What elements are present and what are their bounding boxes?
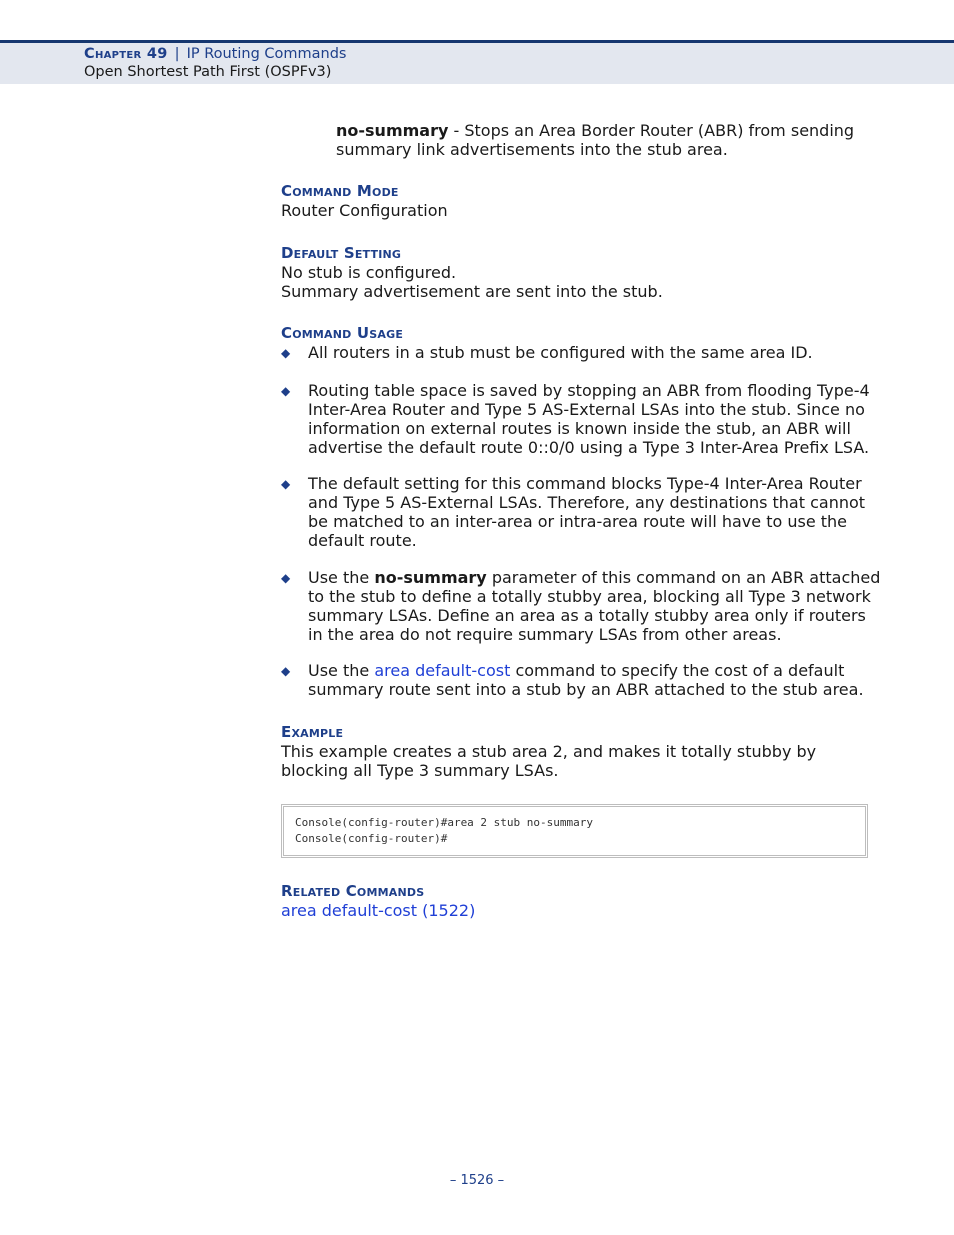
default-setting-line1: No stub is configured. bbox=[281, 263, 457, 282]
usage-bullet bbox=[281, 568, 881, 644]
diamond-bullet-icon: ◆ bbox=[281, 571, 291, 585]
related-commands-heading: Related Commands bbox=[281, 882, 425, 900]
section-subtitle: Open Shortest Path First (OSPFv3) bbox=[84, 64, 332, 80]
page-number: – 1526 – bbox=[449, 1173, 505, 1188]
intro-paragraph bbox=[336, 121, 866, 159]
usage-bullet bbox=[281, 474, 881, 550]
usage-bullet-text: All routers in a stub must be configured with the same area ID. bbox=[308, 343, 813, 362]
example-heading: Example bbox=[281, 723, 344, 741]
diamond-bullet-icon: ◆ bbox=[281, 664, 291, 678]
usage-bullet-text: The default setting for this command blocks Type-4 Inter-Area Router and Type 5 AS-External LSAs. Therefore, any destinations that cannot be matched to an inter-area or intra-area route will have to use the default route. bbox=[308, 474, 866, 550]
command-mode-heading: Command Mode bbox=[281, 182, 399, 200]
no-summary-term: no-summary bbox=[374, 568, 487, 587]
intro-term: no-summary bbox=[336, 121, 449, 140]
code-line: Console(config-router)# bbox=[295, 832, 448, 845]
chapter-line bbox=[84, 46, 346, 62]
default-setting-text bbox=[281, 263, 881, 301]
command-mode-text: Router Configuration bbox=[281, 201, 448, 220]
area-default-cost-link[interactable]: area default-cost bbox=[374, 661, 511, 680]
example-text: This example creates a stub area 2, and makes it totally stubby by blocking all Type 3 summary LSAs. bbox=[281, 742, 817, 780]
diamond-bullet-icon: ◆ bbox=[281, 477, 291, 491]
usage-bullet-text: Routing table space is saved by stopping an ABR from flooding Type-4 Inter-Area Router and Type 5 AS-External LSAs into the stub. Since no information on external routes is known inside the stub, an ABR will advertise the default route 0::0/0 using a Type 3 Inter-Area Prefix LSA. bbox=[308, 381, 870, 457]
usage-bullet-text: Use the area default-cost command to specify the cost of a default summary route sent into a stub by an ABR attached to the stub area. bbox=[308, 661, 864, 699]
chapter-label: Chapter 49 bbox=[84, 46, 168, 62]
default-setting-heading: Default Setting bbox=[281, 244, 402, 262]
code-example-box bbox=[281, 804, 868, 858]
related-command-link[interactable]: area default-cost (1522) bbox=[281, 901, 476, 920]
related-commands-list bbox=[281, 901, 881, 920]
intro-text: - Stops an Area Border Router (ABR) from sending summary link advertisements into the stub area. bbox=[336, 121, 855, 159]
usage-bullet bbox=[281, 381, 881, 457]
usage-bullet bbox=[281, 661, 881, 699]
default-setting-line2: Summary advertisement are sent into the stub. bbox=[281, 282, 663, 301]
code-example bbox=[295, 815, 593, 847]
command-usage-heading: Command Usage bbox=[281, 324, 404, 342]
page-header bbox=[0, 40, 954, 84]
diamond-bullet-icon: ◆ bbox=[281, 384, 291, 398]
header-separator: | bbox=[174, 46, 180, 62]
diamond-bullet-icon: ◆ bbox=[281, 346, 291, 360]
chapter-title: IP Routing Commands bbox=[186, 46, 347, 62]
usage-bullet bbox=[281, 343, 881, 362]
usage-bullet-text: Use the no-summary parameter of this command on an ABR attached to the stub to define a totally stubby area, blocking all Type 3 network summary LSAs. Define an area as a totally stubby area only if routers in the area do not require summary LSAs from other areas. bbox=[308, 568, 881, 644]
code-line: Console(config-router)#area 2 stub no-summary bbox=[295, 816, 594, 829]
